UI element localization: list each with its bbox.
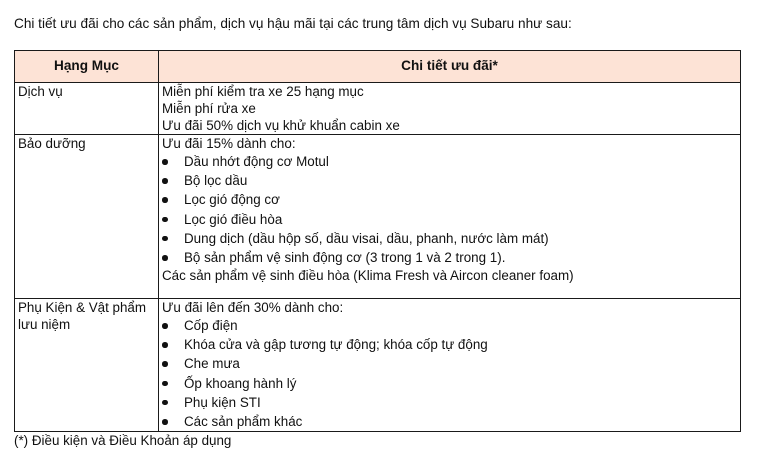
list-item-text: Bộ lọc dầu bbox=[184, 173, 248, 189]
list-item-text: Phụ kiện STI bbox=[184, 394, 261, 410]
list-item-text: Bộ sản phẩm vệ sinh động cơ (3 trong 1 và 2 trong 1). bbox=[184, 250, 506, 266]
offers-table bbox=[14, 50, 741, 432]
bullet-icon bbox=[162, 323, 168, 329]
details-cell bbox=[159, 83, 741, 135]
bullet-icon bbox=[162, 342, 168, 348]
bullet-icon bbox=[162, 381, 168, 387]
bullet-icon bbox=[162, 400, 168, 406]
list-item-text: Che mưa bbox=[184, 356, 240, 372]
list-item-text: Lọc gió động cơ bbox=[184, 192, 280, 208]
details-cell bbox=[159, 135, 741, 299]
header-category: Hạng Mục bbox=[15, 51, 159, 83]
footnote: (*) Điều kiện và Điều Khoản áp dụng bbox=[14, 433, 232, 448]
list-item bbox=[162, 171, 737, 190]
list-item-text: Dầu nhớt động cơ Motul bbox=[184, 154, 329, 169]
detail-line: Miễn phí kiểm tra xe 25 hạng mục bbox=[162, 84, 364, 99]
detail-intro: Ưu đãi lên đến 30% dành cho: bbox=[162, 300, 344, 315]
table-header-row bbox=[15, 51, 741, 83]
bullet-icon bbox=[162, 178, 168, 184]
header-details: Chi tiết ưu đãi* bbox=[159, 51, 741, 83]
list-item-text: Ốp khoang hành lý bbox=[184, 375, 297, 391]
list-item bbox=[162, 393, 737, 412]
list-item bbox=[162, 229, 737, 248]
list-item-text: Cốp điện bbox=[184, 318, 238, 333]
detail-intro: Ưu đãi 15% dành cho: bbox=[162, 136, 296, 151]
bullet-list bbox=[162, 316, 737, 431]
list-item-text: Khóa cửa và gập tương tự động; khóa cốp tự động bbox=[184, 337, 488, 353]
list-item bbox=[162, 374, 737, 393]
bullet-icon bbox=[162, 419, 168, 425]
category-line: Phụ Kiện & Vật phẩm bbox=[18, 300, 147, 315]
list-item bbox=[162, 316, 737, 335]
list-item-text: Dung dịch (dầu hộp số, dầu visai, dầu, phanh, nước làm mát) bbox=[184, 230, 549, 246]
bullet-list bbox=[162, 152, 737, 267]
bullet-icon bbox=[162, 255, 168, 261]
category-cell: Dịch vụ bbox=[15, 83, 159, 135]
category-cell: Bảo dưỡng bbox=[15, 135, 159, 299]
details-cell bbox=[159, 299, 741, 432]
list-item bbox=[162, 210, 737, 229]
intro-text: Chi tiết ưu đãi cho các sản phẩm, dịch vụ hậu mãi tại các trung tâm dịch vụ Subaru như sau: bbox=[14, 16, 572, 31]
list-item bbox=[162, 335, 737, 354]
table-row-accessories bbox=[15, 299, 741, 432]
bullet-icon bbox=[162, 159, 168, 165]
list-item-text: Các sản phẩm khác bbox=[184, 414, 303, 430]
table-row-maintenance bbox=[15, 135, 741, 299]
list-item-text: Lọc gió điều hòa bbox=[184, 211, 283, 227]
table-row-service bbox=[15, 83, 741, 135]
list-item bbox=[162, 190, 737, 209]
list-item bbox=[162, 354, 737, 373]
list-item bbox=[162, 412, 737, 431]
category-line: lưu niệm bbox=[18, 317, 71, 332]
bullet-icon bbox=[162, 361, 168, 367]
detail-note: Các sản phẩm vệ sinh điều hòa (Klima Fresh và Aircon cleaner foam) bbox=[162, 268, 574, 284]
detail-line: Miễn phí rửa xe bbox=[162, 101, 256, 116]
list-item bbox=[162, 248, 737, 267]
bullet-icon bbox=[162, 217, 168, 223]
bullet-icon bbox=[162, 236, 168, 242]
list-item bbox=[162, 152, 737, 171]
bullet-icon bbox=[162, 197, 168, 203]
detail-line: Ưu đãi 50% dịch vụ khử khuẩn cabin xe bbox=[162, 118, 400, 133]
category-cell bbox=[15, 299, 159, 432]
